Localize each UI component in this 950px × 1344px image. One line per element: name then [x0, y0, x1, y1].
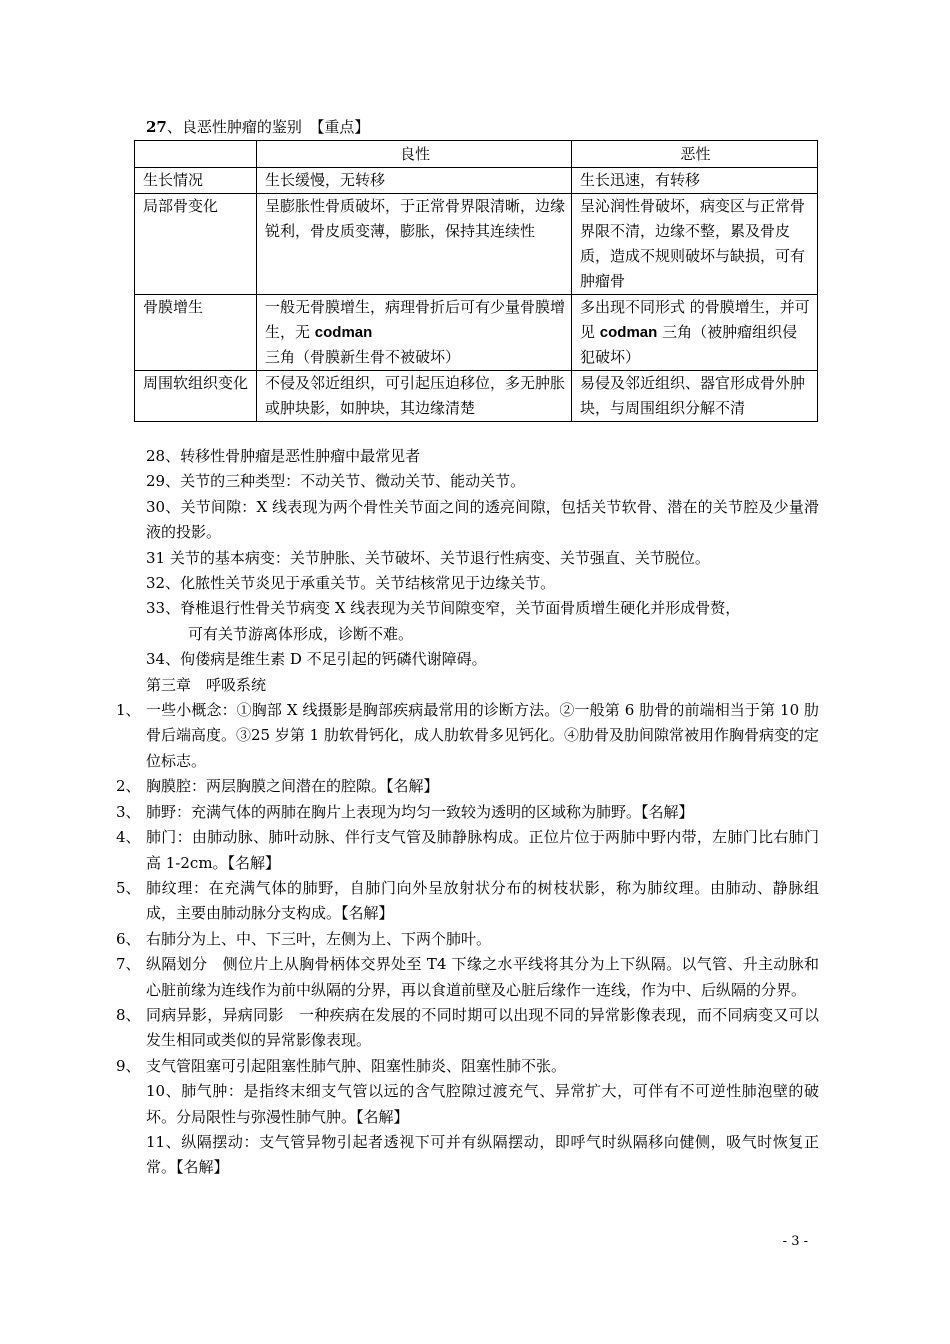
row-label: 骨膜增生: [135, 295, 257, 371]
table-header-row: [135, 141, 818, 168]
list-item-33: [116, 596, 819, 621]
malignant-text-post: 三角（被肿瘤组织侵犯破坏）: [580, 323, 798, 366]
tumor-comparison-table: [134, 140, 818, 422]
page-number: - 3 -: [782, 1234, 808, 1249]
table-row: [135, 194, 818, 295]
numbered-item: [116, 1054, 819, 1079]
malignant-cell: 呈沁润性骨破坏，病变区与正常骨界限不清，边缘不整，累及骨皮质，造成不规则破坏与缺损，可有肿瘤骨: [572, 194, 818, 295]
item-33-first-line: 33、脊椎退行性骨关节病变 X 线表现为关节间隙变窄，关节面骨质增生硬化并形成骨赘，: [146, 599, 741, 618]
numbered-item: [116, 952, 819, 1003]
benign-text-pre: 一般无骨膜增生，病理骨折后可有少量骨膜增生，无: [265, 298, 566, 341]
item-number: 7、: [116, 955, 141, 974]
list-item: 30、关节间隙：X 线表现为两个骨性关节面之间的透亮间隙，包括关节软骨、潜在的关节腔及少量滑液的投影。: [146, 497, 819, 542]
item-text: 肺门：由肺动脉、肺叶动脉、伴行支气管及肺静脉构成。正位片位于两肺中野内带，左肺门比右肺门高 1-2cm。【名解】: [146, 828, 819, 872]
benign-cell: [257, 295, 572, 371]
table-row: [135, 168, 818, 194]
list-item: 10、肺气肿：是指终末细支气管以远的含气腔隙过渡充气、异常扩大，可伴有不可逆性肺泡壁的破坏。分局限性与弥漫性肺气肿。【名解】: [146, 1082, 819, 1126]
item-text: 一些小概念：①胸部 X 线摄影是胸部疾病最常用的诊断方法。②一般第 6 肋骨的前端相当于第 10 肋骨后端高度。③25 岁第 1 肋软骨钙化，成人肋软骨多见钙化。④肋骨及肋间隙常被用作胸骨病变的定位标志。: [146, 701, 819, 770]
numbered-item: [116, 1003, 819, 1054]
numbered-item: [116, 876, 819, 927]
malignant-cell: 易侵及邻近组织、器官形成骨外肿块，与周围组织分解不清: [572, 371, 818, 422]
numbered-item: [116, 927, 819, 952]
section-27-number: 27: [146, 118, 167, 136]
malignant-text-pre: 多出现不同形式 的骨膜增生，并可见: [580, 298, 810, 341]
section-27-title: 、良恶性肿瘤的鉴别 【重点】: [166, 118, 370, 136]
item-text: 胸膜腔：两层胸膜之间潜在的腔隙。【名解】: [146, 777, 439, 796]
list-item: 32、化脓性关节炎见于承重关节。关节结核常见于边缘关节。: [146, 574, 556, 593]
list-item: 28、转移性骨肿瘤是恶性肿瘤中最常见者: [146, 447, 421, 465]
item-number: 6、: [116, 929, 141, 948]
list-item: 34、佝偻病是维生素 D 不足引起的钙磷代谢障碍。: [146, 650, 487, 669]
item-number: 9、: [116, 1056, 141, 1075]
table-header-cell: [135, 141, 257, 168]
item-number: 2、: [116, 777, 141, 796]
numbered-item: [116, 698, 819, 774]
list-item: 29、关节的三种类型：不动关节、微动关节、能动关节。: [146, 472, 526, 491]
item-number: 1、: [116, 701, 141, 720]
item-text: 纵隔划分 侧位片上从胸骨柄体交界处至 T4 下缘之水平线将其分为上下纵隔。以气管、升主动脉和心脏前缘为连线作为前中纵隔的分界，再以食道前壁及心脏后缘作一连线，作为中、后纵隔的分界。: [146, 955, 819, 999]
item-number: 8、: [116, 1005, 141, 1024]
chapter-heading: 第三章 呼吸系统: [146, 675, 267, 694]
benign-cell: 不侵及邻近组织，可引起压迫移位，多无肿胀或肿块影，如肿块，其边缘清楚: [257, 371, 572, 422]
item-number: 4、: [116, 828, 141, 847]
list-item: 11、纵隔摆动：支气管异物引起者透视下可并有纵隔摆动，即呼气时纵隔移向健侧，吸气时恢复正常。【名解】: [146, 1132, 819, 1177]
item-text: 肺野：充满气体的两肺在胸片上表现为均匀一致较为透明的区域称为肺野。【名解】: [146, 802, 694, 821]
item-text: 右肺分为上、中、下三叶，左侧为上、下两个肺叶。: [146, 929, 492, 948]
benign-text-post: 三角（骨膜新生骨不被破坏）: [265, 348, 461, 366]
row-label: 局部骨变化: [135, 194, 257, 295]
malignant-cell: 生长迅速，有转移: [572, 168, 818, 194]
item-text: 支气管阻塞可引起阻塞性肺气肿、阻塞性肺炎、阻塞性肺不张。: [146, 1056, 567, 1075]
numbered-item: [116, 825, 819, 876]
item-text: 同病异影，异病同影 一种疾病在发展的不同时期可以出现不同的异常影像表现，而不同病变又可以发生相同或类似的异常影像表现。: [146, 1005, 819, 1050]
table-header-malignant: 恶性: [572, 141, 818, 168]
item-number: 3、: [116, 802, 141, 821]
item-33-continuation: 可有关节游离体形成，诊断不难。: [188, 624, 414, 643]
row-label: 周围软组织变化: [135, 371, 257, 422]
item-text: 肺纹理：在充满气体的肺野，自肺门向外呈放射状分布的树枝状影，称为肺纹理。由肺动、静脉组成，主要由肺动脉分支构成。【名解】: [146, 878, 819, 923]
codman-bold: codman: [314, 324, 373, 341]
benign-cell: 呈膨胀性骨质破坏，于正常骨界限清晰，边缘锐利，骨皮质变薄，膨胀，保持其连续性: [257, 194, 572, 295]
table-header-benign: 良性: [257, 141, 572, 168]
malignant-cell: [572, 295, 818, 371]
numbered-item: [116, 774, 819, 799]
document-body: [116, 444, 819, 1181]
codman-bold: codman: [599, 324, 658, 341]
table-row: [135, 295, 818, 371]
benign-cell: 生长缓慢，无转移: [257, 168, 572, 194]
table-row: [135, 371, 818, 422]
row-label: 生长情况: [135, 168, 257, 194]
numbered-item: [116, 800, 819, 825]
list-item: 31 关节的基本病变：关节肿胀、关节破坏、关节退行性病变、关节强直、关节脱位。: [146, 548, 710, 567]
item-number: 5、: [116, 878, 141, 897]
section-27-heading: [146, 116, 369, 138]
